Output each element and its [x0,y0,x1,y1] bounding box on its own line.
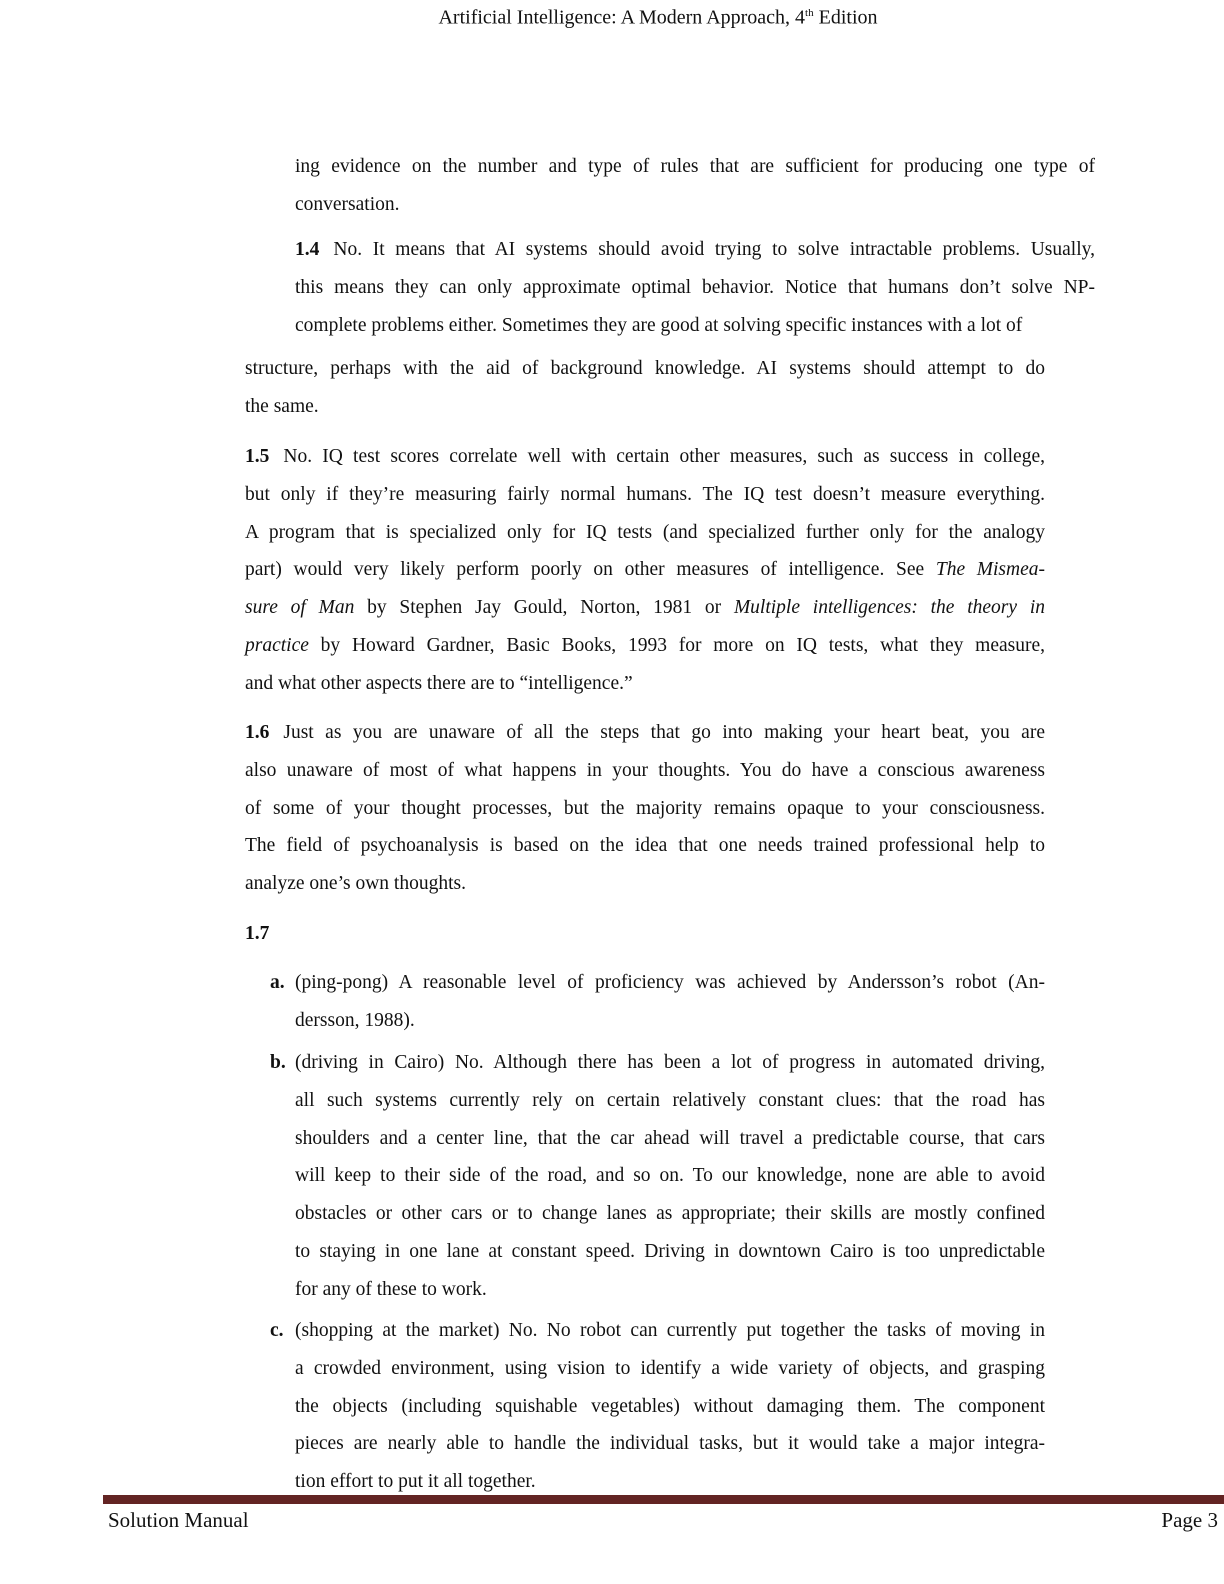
text-line [245,589,1045,627]
text-line [295,1044,1045,1082]
list-label: a. [270,972,285,993]
line-text: a crowded environment, using vision to identify a wide variety of objects, and grasping [295,1357,1045,1379]
answer-number: 1.6 [245,722,270,743]
line-text: ing evidence on the number and type of rules that are sufficient for producing one type of [295,156,1095,177]
line-text: but only if they’re measuring fairly normal humans. The IQ test doesn’t measure everything. [245,483,1045,505]
text-line [295,148,1095,186]
answer-1-7-a [270,964,1045,1040]
italic-title: The Mismea- [935,559,1046,581]
text-line [295,964,1045,1002]
answer-number: 1.4 [295,239,320,260]
text-line [245,438,1045,476]
line-text: the objects (including squishable vegetables) without damaging them. The component [295,1395,1045,1417]
answer-number: 1.7 [245,923,270,944]
text-line [295,307,1095,345]
answer-1-7-heading [245,915,1045,953]
text-line [245,827,1045,865]
text-line [295,269,1095,307]
answer-1-6 [245,714,1045,903]
text-line [295,1002,1045,1040]
text-line [245,476,1045,514]
footer-rule [103,1495,1224,1504]
answer-1-4 [295,231,1095,344]
text-line [295,1233,1045,1271]
line-text: Just as you are unaware of all the steps that go into making your heart beat, you are [283,722,1045,743]
line-text: by Howard Gardner, Basic Books, 1993 for more on IQ tests, what they measure, [308,634,1045,656]
italic-title: practice [245,634,309,656]
text-line [295,1157,1045,1195]
text-line [245,790,1045,828]
text-line [245,551,1045,589]
line-text: A program that is specialized only for IQ tests (and specialized further only for the analogy [245,521,1045,543]
line-text: all such systems currently rely on certain relatively constant clues: that the road has [295,1089,1045,1111]
line-text: tion effort to put it all together. [295,1471,536,1493]
line-text: this means they can only approximate optimal behavior. Notice that humans don’t solve NP- [295,276,1095,298]
text-line [295,1082,1045,1120]
line-text: to staying in one lane at constant speed. Driving in downtown Cairo is too unpredictable [295,1240,1045,1262]
line-text: and what other aspects there are to “intelligence.” [245,672,633,694]
line-text: shoulders and a center line, that the car ahead will travel a predictable course, that cars [295,1127,1045,1149]
italic-title: sure of Man [245,597,355,619]
paragraph-continuation [295,148,1095,224]
line-text: analyze one’s own thoughts. [245,873,466,895]
text-line [245,714,1045,752]
line-text: (shopping at the market) No. No robot can currently put together the tasks of moving in [295,1320,1045,1341]
line-text: The field of psychoanalysis is based on the idea that one needs trained professional help to [245,835,1045,857]
header-sup: th [805,7,814,19]
line-text: of some of your thought processes, but the majority remains opaque to your consciousness. [245,797,1045,819]
text-line [245,665,1045,703]
text-line [245,752,1045,790]
text-line [295,186,1095,224]
text-line [295,1388,1045,1426]
answer-1-7-c [270,1312,1045,1501]
line-text: (driving in Cairo) No. Although there has been a lot of progress in automated driving, [295,1052,1045,1073]
answer-1-5 [245,438,1045,703]
line-text: by Stephen Jay Gould, Norton, 1981 or [354,597,734,619]
line-text: part) would very likely perform poorly on other measures of intelligence. See [245,559,936,581]
text-line [295,1271,1045,1309]
text-line [295,1120,1045,1158]
answer-number: 1.5 [245,446,270,467]
line-text: No. It means that AI systems should avoid trying to solve intractable problems. Usually, [333,239,1095,260]
text-line [295,231,1095,269]
text-line [295,1425,1045,1463]
italic-title: Multiple intelligences: the theory in [733,597,1045,619]
line-text: also unaware of most of what happens in your thoughts. You do have a conscious awareness [245,759,1045,781]
header-title: Artificial Intelligence: A Modern Approach, 4 [438,6,806,29]
text-line [245,350,1045,388]
answer-1-7-b [270,1044,1045,1309]
line-text: dersson, 1988). [295,1009,415,1031]
header-edition: Edition [813,6,878,29]
line-text: No. IQ test scores correlate well with certain other measures, such as success in college, [283,446,1045,467]
line-text: for any of these to work. [295,1278,487,1300]
page-header [0,0,1224,31]
page-number: Page 3 [1161,1508,1218,1532]
line-text: obstacles or other cars or to change lanes as appropriate; their skills are mostly confined [295,1203,1045,1225]
line-text: pieces are nearly able to handle the individual tasks, but it would take a major integra- [295,1433,1045,1455]
line-text: will keep to their side of the road, and so on. To our knowledge, none are able to avoid [295,1165,1045,1187]
list-label: c. [270,1320,284,1341]
text-line [295,1312,1045,1350]
text-line [245,388,1045,426]
line-text: conversation. [295,193,400,215]
line-text: complete problems either. Sometimes they are good at solving specific instances with a lot of [295,314,1023,336]
text-line [245,627,1045,665]
line-text: (ping-pong) A reasonable level of proficiency was achieved by Andersson’s robot (An- [295,972,1045,993]
text-line [245,514,1045,552]
text-line [295,1350,1045,1388]
text-line [295,1195,1045,1233]
list-label: b. [270,1052,286,1073]
line-text: the same. [245,395,319,417]
answer-1-4-continued [245,350,1045,426]
footer-left: Solution Manual [108,1508,249,1532]
line-text: structure, perhaps with the aid of background knowledge. AI systems should attempt to do [245,358,1045,379]
text-line [245,865,1045,903]
